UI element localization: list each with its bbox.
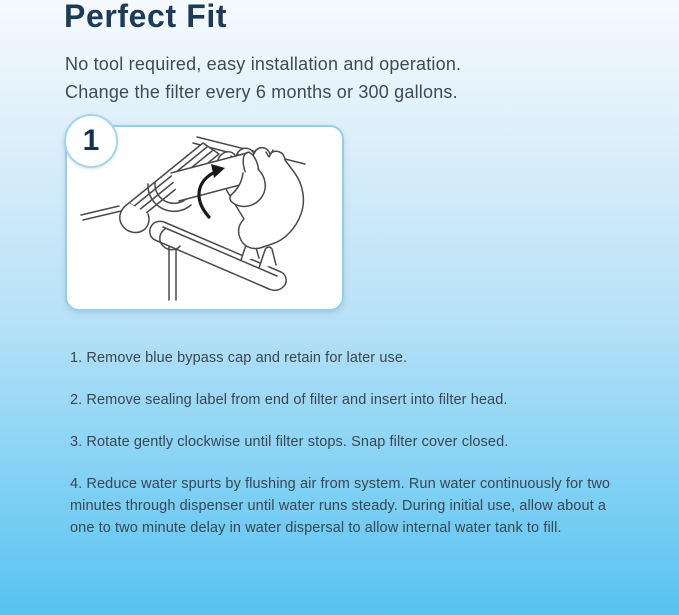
page-title: Perfect Fit xyxy=(64,0,228,34)
instruction-item-2: 2. Remove sealing label from end of filter and insert into filter head. xyxy=(70,392,508,408)
instructions-list xyxy=(70,347,613,559)
instruction-item-4: 4. Reduce water spurts by flushing air from system. Run water continuously for two minutes through dispenser until water runs steady. During initial use, allow about a one to two minute delay in water dispersal to allow internal water tank to fill. xyxy=(70,476,611,536)
instruction-item-1: 1. Remove blue bypass cap and retain for later use. xyxy=(70,350,408,366)
subtitle-line-2: Change the filter every 6 months or 300 gallons. xyxy=(65,82,458,102)
subtitle xyxy=(65,50,461,106)
instruction-item-3: 3. Rotate gently clockwise until filter stops. Snap filter cover closed. xyxy=(70,434,509,450)
fridge-shelf-lines xyxy=(81,206,121,220)
step-number: 1 xyxy=(82,124,100,157)
step-badge xyxy=(64,114,118,168)
subtitle-line-1: No tool required, easy installation and operation. xyxy=(65,54,462,74)
